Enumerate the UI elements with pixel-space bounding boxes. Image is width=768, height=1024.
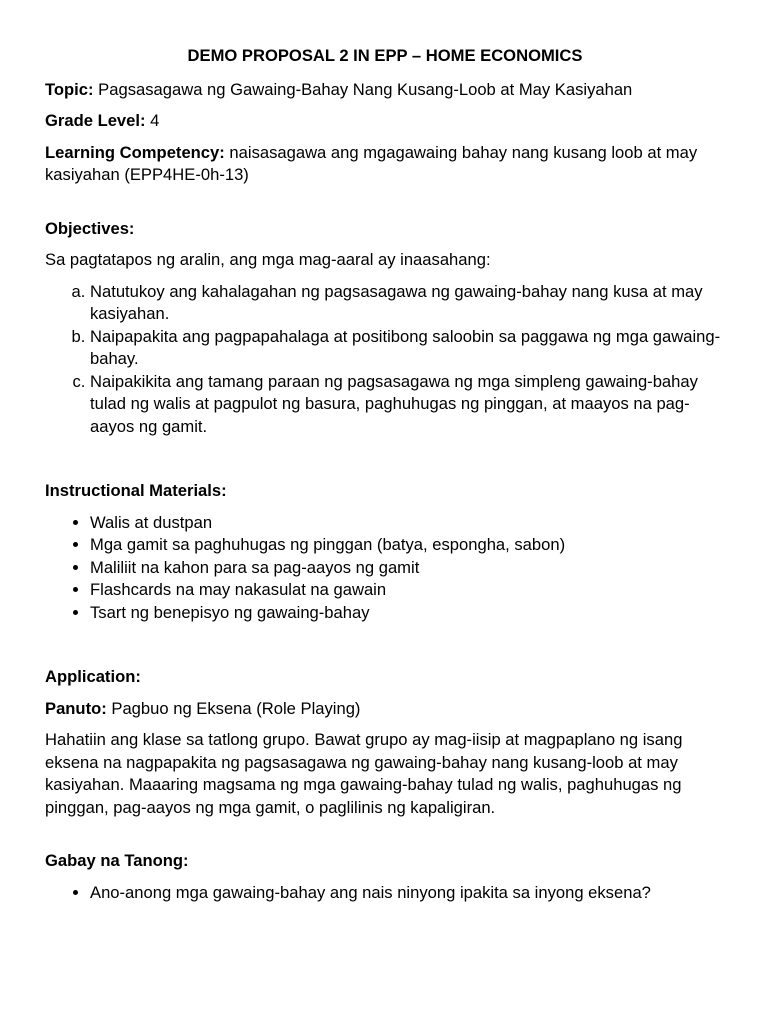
material-item: • Mga gamit sa paghuhugas ng pinggan (batya, espongha, sabon) [90,534,725,557]
learning-competency-value: naisasagawa ang mgagawaing bahay nang kusang loob at may kasiyahan (EPP4HE-0h-13) [45,142,698,184]
objectives-list [45,281,725,439]
guide-questions-list [45,882,725,905]
grade-level-value: 4 [150,111,160,130]
panuto-label: Panuto: [45,698,107,718]
guide-questions-heading: Gabay na Tanong: [45,851,189,870]
guide-question-item: • Ano-anong mga gawaing-bahay ang nais ninyong ipakita sa inyong eksena? [90,882,725,905]
application-paragraph: Hahatiin ang klase sa tatlong grupo. Bawat grupo ay mag-iisip at magpaplano ng isang eksena na nagpapakita ng pagsasagawa ng gawaing-bahay nang kusang-loob at may kasiyahan. Maaaring magsama ng mga gawaing-bahay tulad ng walis, paghuhugas ng pinggan, pag-aayos ng mga gamit, o paglilinis ng kapaligiran. [45,730,683,817]
objective-item: c. Naipakikita ang tamang paraan ng pagsasagawa ng mga simpleng gawaing-bahay tulad ng walis at pagpulot ng basura, paghuhugas ng pinggan, at maayos na pag-aayos ng gamit. [90,371,725,439]
instructional-materials-heading: Instructional Materials: [45,481,227,500]
topic-value: Pagsasagawa ng Gawaing-Bahay Nang Kusang-Loob at May Kasiyahan [98,79,633,99]
objectives-heading: Objectives: [45,218,135,238]
document-page [45,45,725,904]
application-heading: Application: [45,667,141,686]
grade-level-label: Grade Level: [45,111,146,130]
instructional-materials-list [45,512,725,625]
objectives-intro: Sa pagtatapos ng aralin, ang mga mag-aaral ay inaasahang: [45,250,491,269]
topic-label: Topic: [45,79,94,99]
material-item: • Walis at dustpan [90,512,725,535]
panuto-value: Pagbuo ng Eksena (Role Playing) [111,698,361,718]
topic-line [45,79,725,102]
learning-competency-line [45,142,725,187]
learning-competency-label: Learning Competency: [45,142,225,162]
material-item: • Maliliit na kahon para sa pag-aayos ng gamit [90,557,725,580]
grade-level-line [45,110,725,133]
objective-item: b. Naipapakita ang pagpapahalaga at positibong saloobin sa paggawa ng mga gawaing-bahay. [90,326,725,371]
panuto-line [45,698,725,721]
material-item: • Flashcards na may nakasulat na gawain [90,579,725,602]
material-item: • Tsart ng benepisyo ng gawaing-bahay [90,602,725,625]
objective-item: a. Natutukoy ang kahalagahan ng pagsasagawa ng gawaing-bahay nang kusa at may kasiyahan. [90,281,725,326]
document-title: DEMO PROPOSAL 2 IN EPP – HOME ECONOMICS [187,46,583,65]
